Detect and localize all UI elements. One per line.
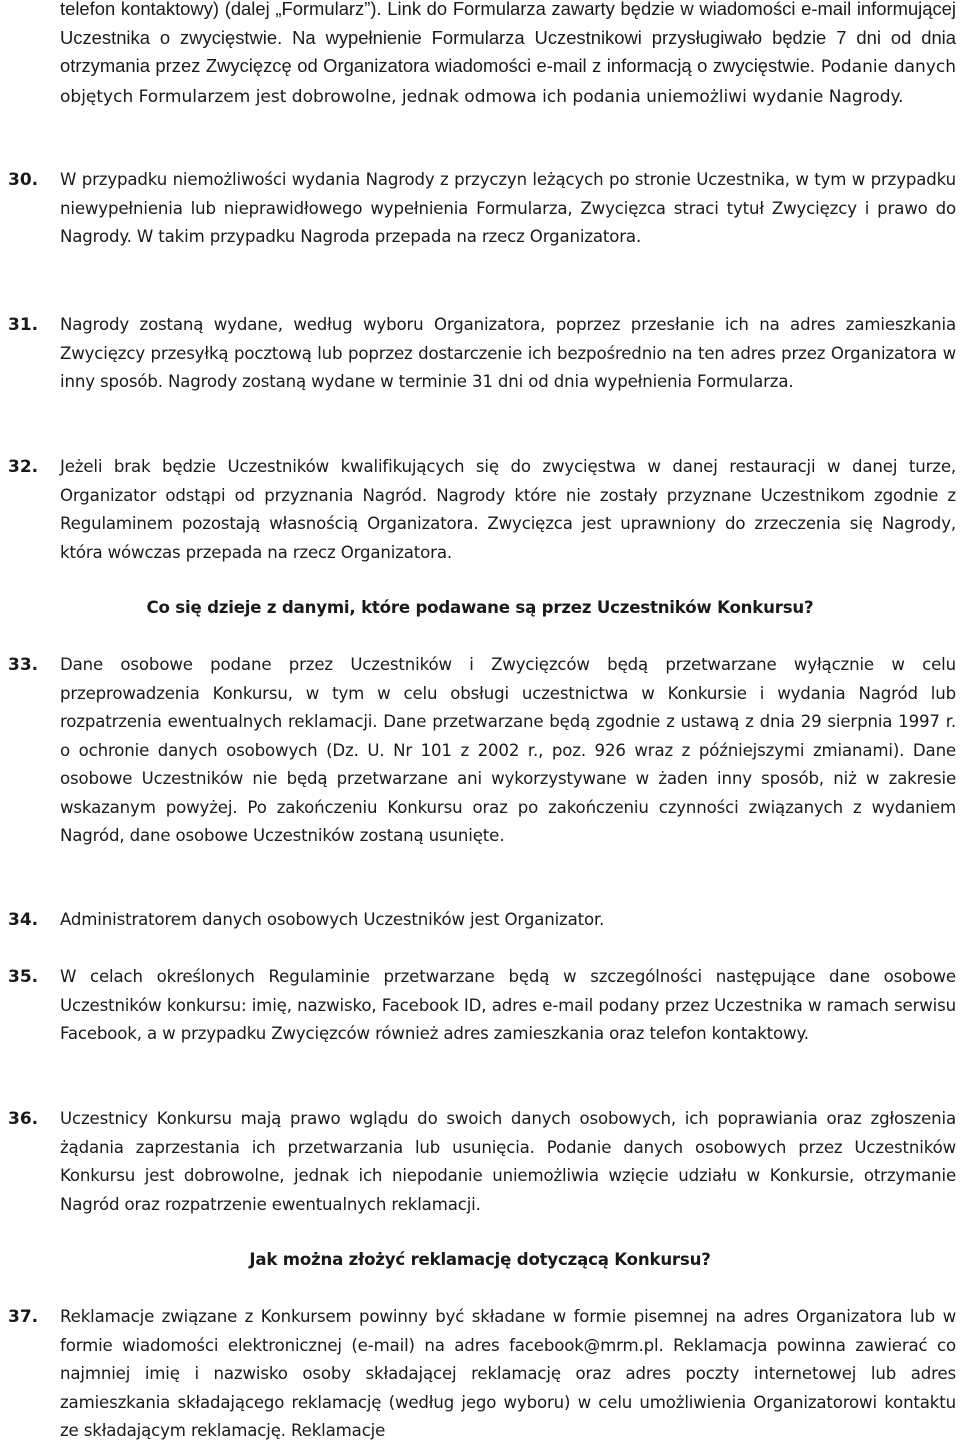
section-number: 36. <box>8 1109 39 1129</box>
section-number: 30. <box>8 170 39 190</box>
section-text: W celach określonych Regulaminie przetwarzane będą w szczególności następujące dane osobowe Uczestników konkursu: imię, nazwisko, Facebook ID, adres e-mail podany przez Uczestnika w ramach serwisu Facebook, a w przypadku Zwycięzców również adres zamieszkania oraz telefon kontaktowy. <box>60 967 956 1043</box>
section-text: Administratorem danych osobowych Uczestników jest Organizator. <box>60 910 605 929</box>
section-number: 34. <box>8 910 39 930</box>
section-heading-complaints: Jak można złożyć reklamację dotyczącą Konkursu? <box>249 1250 711 1269</box>
section-text: Nagrody zostaną wydane, według wyboru Organizatora, poprzez przesłanie ich na adres zamieszkania Zwycięzcy przesyłką pocztową lub poprzez dostarczenie ich bezpośrednio na ten adres przez Organizatora w inny sposób. Nagrody zostaną wydane w terminie 31 dni od dnia wypełnienia Formularza. <box>60 315 956 391</box>
section-text: W przypadku niemożliwości wydania Nagrody z przyczyn leżących po stronie Uczestnika, w tym w przypadku niewypełnienia lub nieprawidłowego wypełnienia Formularza, Zwycięzca straci tytuł Zwycięzcy i prawo do Nagrody. W takim przypadku Nagroda przepada na rzecz Organizatora. <box>60 170 956 246</box>
section-number: 35. <box>8 967 39 987</box>
section-heading-data: Co się dzieje z danymi, które podawane są przez Uczestników Konkursu? <box>146 598 814 617</box>
section-text: Uczestnicy Konkursu mają prawo wglądu do swoich danych osobowych, ich poprawiania oraz zgłoszenia żądania zaprzestania ich przetwarzania lub usunięcia. Podanie danych osobowych przez Uczestników Konkursu jest dobrowolne, jednak ich niepodanie uniemożliwia wzięcie udziału w Konkursie, otrzymanie Nagród oraz rozpatrzenie ewentualnych reklamacji. <box>60 1109 956 1214</box>
section-number: 33. <box>8 655 39 675</box>
section-number: 31. <box>8 315 39 335</box>
section-number: 37. <box>8 1307 39 1327</box>
section-text: Jeżeli brak będzie Uczestników kwalifikujących się do zwycięstwa w danej restauracji w danej turze, Organizator odstąpi od przyznania Nagród. Nagrody które nie zostały przyznane Uczestnikom zgodnie z Regulaminem pozostają własnością Organizatora. Zwycięzca jest uprawniony do zrzeczenia się Nagrody, która wówczas przepada na rzecz Organizatora. <box>60 457 956 562</box>
intro-text-tail: Podanie danych objętych Formularzem jest dobrowolne, jednak odmowa ich podania uniemożliwi wydanie Nagrody. <box>60 57 956 107</box>
section-text: Reklamacje związane z Konkursem powinny być składane w formie pisemnej na adres Organizatora lub w formie wiadomości elektronicznej (e-mail) na adres facebook@mrm.pl. Reklamacja powinna zawierać co najmniej imię i nazwisko osoby składającej reklamację oraz adres poczty internetowej lub adres zamieszkania składającego reklamację (według jego wyboru) w celu umożliwienia Organizatorowi kontaktu ze składającym reklamację. Reklamacje <box>60 1307 956 1440</box>
section-text: Dane osobowe podane przez Uczestników i Zwycięzców będą przetwarzane wyłącznie w celu przeprowadzenia Konkursu, w tym w celu obsługi uczestnictwa w Konkursie i wydania Nagród lub rozpatrzenia ewentualnych reklamacji. Dane przetwarzane będą zgodnie z ustawą z dnia 29 sierpnia 1997 r. o ochronie danych osobowych (Dz. U. Nr 101 z 2002 r., poz. 926 wraz z późniejszymi zmianami). Dane osobowe Uczestników nie będą przetwarzane ani wykorzystywane w żaden inny sposób, niż w zakresie wskazanym powyżej. Po zakończeniu Konkursu oraz po zakończeniu czynności związanych z wydaniem Nagród, dane osobowe Uczestników zostaną usunięte. <box>60 655 956 845</box>
intro-text: telefon kontaktowy) (dalej „Formularz”). Link do Formularza zawarty będzie w wiadomości e-mail informującej Uczestnika o zwycięstwie. Na wypełnienie Formularza Uczestnikowi przysługiwało będzie 7 dni od dnia otrzymania przez Zwycięzcę od Organizatora wiadomości e-mail z informacją o zwycięstwie. <box>60 0 956 76</box>
intro-paragraph <box>60 0 956 111</box>
section-number: 32. <box>8 457 39 477</box>
